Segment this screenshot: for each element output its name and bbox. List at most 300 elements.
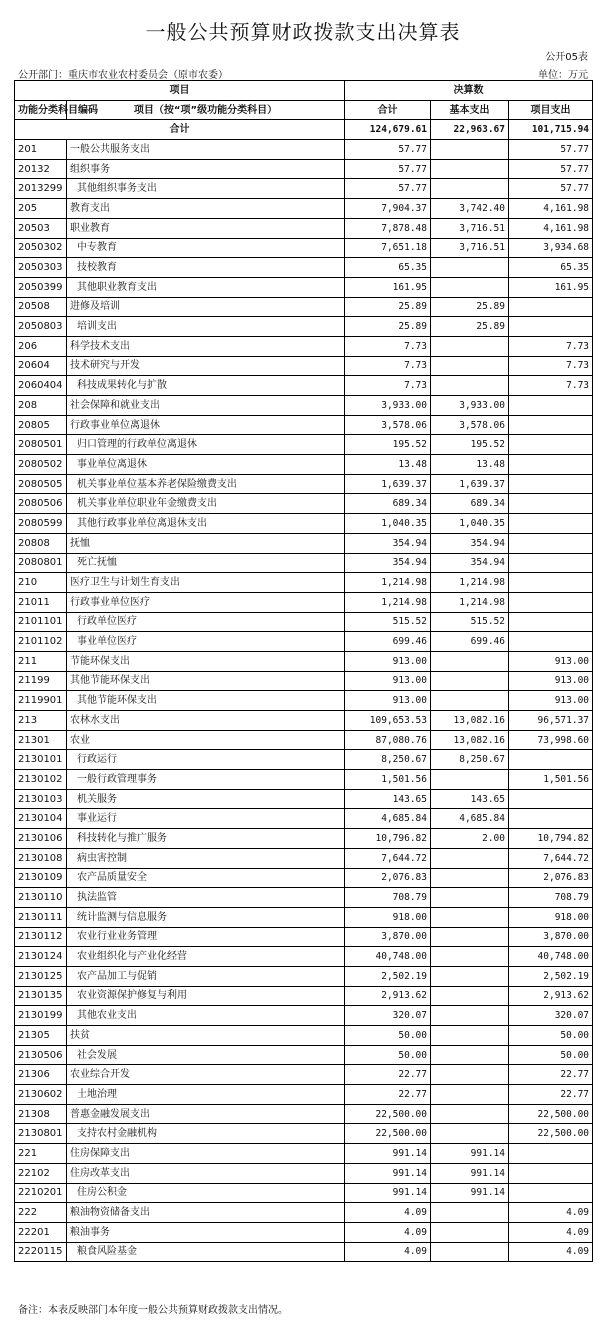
basic-cell	[431, 376, 509, 396]
table-row	[15, 474, 593, 494]
name-cell: 粮油物资储备支出	[67, 1203, 345, 1223]
code-cell: 21199	[15, 671, 67, 691]
table-row	[15, 396, 593, 416]
table-row	[15, 750, 593, 770]
basic-cell: 3,578.06	[431, 415, 509, 435]
project-cell: 918.00	[509, 907, 593, 927]
code-cell: 2130106	[15, 829, 67, 849]
code-cell: 21308	[15, 1104, 67, 1124]
project-cell	[509, 297, 593, 317]
name-cell: 其他职业教育支出	[67, 277, 345, 297]
basic-cell: 2.00	[431, 829, 509, 849]
table-row	[15, 514, 593, 534]
project-cell: 57.77	[509, 159, 593, 179]
total-cell: 354.94	[345, 553, 431, 573]
project-cell: 50.00	[509, 1026, 593, 1046]
name-cell: 其他节能环保支出	[67, 691, 345, 711]
project-cell: 7,644.72	[509, 848, 593, 868]
basic-cell	[431, 1222, 509, 1242]
total-cell: 913.00	[345, 651, 431, 671]
code-cell: 2050803	[15, 317, 67, 337]
project-cell: 7.73	[509, 336, 593, 356]
basic-cell: 1,040.35	[431, 514, 509, 534]
code-cell: 20132	[15, 159, 67, 179]
table-row	[15, 651, 593, 671]
name-cell: 统计监测与信息服务	[67, 907, 345, 927]
project-cell: 22,500.00	[509, 1104, 593, 1124]
name-cell: 其他农业支出	[67, 1006, 345, 1026]
basic-cell	[431, 1065, 509, 1085]
project-cell: 96,571.37	[509, 711, 593, 731]
name-cell: 一般行政管理事务	[67, 770, 345, 790]
form-number: 公开05表	[545, 52, 588, 63]
table-row	[15, 435, 593, 455]
code-cell: 21011	[15, 592, 67, 612]
project-cell: 50.00	[509, 1045, 593, 1065]
basic-cell: 991.14	[431, 1144, 509, 1164]
project-cell	[509, 474, 593, 494]
basic-cell: 25.89	[431, 297, 509, 317]
basic-cell	[431, 927, 509, 947]
project-cell: 4.09	[509, 1222, 593, 1242]
total-cell: 57.77	[345, 159, 431, 179]
code-cell: 206	[15, 336, 67, 356]
total-cell: 109,653.53	[345, 711, 431, 731]
header-name-column: 项目（按“项”级功能分类科目）	[67, 100, 345, 120]
name-cell: 行政事业单位医疗	[67, 592, 345, 612]
basic-cell	[431, 1045, 509, 1065]
code-cell: 2130110	[15, 888, 67, 908]
code-cell: 2119901	[15, 691, 67, 711]
document-title: 一般公共预算财政拨款支出决算表	[145, 20, 461, 44]
name-cell: 进修及培训	[67, 297, 345, 317]
project-cell: 57.77	[509, 140, 593, 160]
code-cell: 221	[15, 1144, 67, 1164]
code-cell: 2080506	[15, 494, 67, 514]
table-row	[15, 573, 593, 593]
total-cell: 2,502.19	[345, 966, 431, 986]
code-cell: 20503	[15, 218, 67, 238]
basic-cell	[431, 868, 509, 888]
name-cell: 社会保障和就业支出	[67, 396, 345, 416]
code-cell: 2013299	[15, 179, 67, 199]
project-cell: 7.73	[509, 376, 593, 396]
total-cell: 22,500.00	[345, 1104, 431, 1124]
total-cell: 991.14	[345, 1144, 431, 1164]
name-cell: 社会发展	[67, 1045, 345, 1065]
basic-cell	[431, 179, 509, 199]
basic-cell	[431, 1085, 509, 1105]
basic-cell: 1,214.98	[431, 592, 509, 612]
name-cell: 组织事务	[67, 159, 345, 179]
project-cell: 913.00	[509, 671, 593, 691]
basic-cell	[431, 966, 509, 986]
project-cell: 4.09	[509, 1203, 593, 1223]
project-cell	[509, 415, 593, 435]
total-cell: 7,651.18	[345, 238, 431, 258]
code-cell: 2130506	[15, 1045, 67, 1065]
table-row	[15, 789, 593, 809]
code-cell: 2220115	[15, 1242, 67, 1262]
basic-cell: 13.48	[431, 455, 509, 475]
total-cell: 8,250.67	[345, 750, 431, 770]
code-cell: 21306	[15, 1065, 67, 1085]
header-project-column: 项目支出	[509, 100, 593, 120]
name-cell: 支持农村金融机构	[67, 1124, 345, 1144]
table-body	[15, 120, 593, 1262]
total-cell: 699.46	[345, 632, 431, 652]
table-row	[15, 770, 593, 790]
basic-cell	[431, 140, 509, 160]
name-cell: 中专教育	[67, 238, 345, 258]
name-cell: 住房改革支出	[67, 1163, 345, 1183]
total-row	[15, 120, 593, 140]
project-cell: 2,502.19	[509, 966, 593, 986]
total-cell: 2,076.83	[345, 868, 431, 888]
code-cell: 20508	[15, 297, 67, 317]
table-row	[15, 1183, 593, 1203]
project-cell: 2,913.62	[509, 986, 593, 1006]
total-cell: 3,870.00	[345, 927, 431, 947]
total-cell: 708.79	[345, 888, 431, 908]
name-cell: 行政事业单位离退休	[67, 415, 345, 435]
table-row	[15, 415, 593, 435]
code-cell: 21301	[15, 730, 67, 750]
name-cell: 事业单位医疗	[67, 632, 345, 652]
name-cell: 农业行业业务管理	[67, 927, 345, 947]
basic-cell	[431, 907, 509, 927]
total-cell: 320.07	[345, 1006, 431, 1026]
total-cell: 1,214.98	[345, 573, 431, 593]
basic-cell	[431, 671, 509, 691]
code-cell: 208	[15, 396, 67, 416]
basic-cell	[431, 1242, 509, 1262]
code-cell: 213	[15, 711, 67, 731]
total-cell: 22,500.00	[345, 1124, 431, 1144]
name-cell: 机关事业单位基本养老保险缴费支出	[67, 474, 345, 494]
code-cell: 2080502	[15, 455, 67, 475]
basic-cell: 3,716.51	[431, 218, 509, 238]
header-total-column: 合计	[345, 100, 431, 120]
code-cell: 2080505	[15, 474, 67, 494]
department-label: 公开部门：重庆市农业农村委员会（原市农委）	[18, 70, 228, 81]
project-cell: 22.77	[509, 1065, 593, 1085]
table-row	[15, 336, 593, 356]
basic-cell: 699.46	[431, 632, 509, 652]
basic-cell	[431, 848, 509, 868]
table-row	[15, 671, 593, 691]
table-row	[15, 986, 593, 1006]
project-cell: 320.07	[509, 1006, 593, 1026]
basic-cell: 354.94	[431, 533, 509, 553]
table-row	[15, 711, 593, 731]
basic-cell: 354.94	[431, 553, 509, 573]
project-cell	[509, 592, 593, 612]
total-cell: 4.09	[345, 1242, 431, 1262]
table-row	[15, 1222, 593, 1242]
name-cell: 行政单位医疗	[67, 612, 345, 632]
total-cell: 3,578.06	[345, 415, 431, 435]
table-row	[15, 612, 593, 632]
name-cell: 技校教育	[67, 258, 345, 278]
total-cell: 7,904.37	[345, 199, 431, 219]
name-cell: 住房公积金	[67, 1183, 345, 1203]
table-row	[15, 907, 593, 927]
basic-cell: 689.34	[431, 494, 509, 514]
name-cell: 抚恤	[67, 533, 345, 553]
total-project: 101,715.94	[509, 120, 593, 140]
name-cell: 农业资源保护修复与利用	[67, 986, 345, 1006]
project-cell: 913.00	[509, 691, 593, 711]
name-cell: 扶贫	[67, 1026, 345, 1046]
name-cell: 农业	[67, 730, 345, 750]
basic-cell: 3,716.51	[431, 238, 509, 258]
total-label: 合计	[15, 120, 345, 140]
table-row	[15, 730, 593, 750]
total-cell: 7,644.72	[345, 848, 431, 868]
code-cell: 201	[15, 140, 67, 160]
total-cell: 25.89	[345, 317, 431, 337]
project-cell	[509, 809, 593, 829]
name-cell: 科学技术支出	[67, 336, 345, 356]
total-cell: 7.73	[345, 356, 431, 376]
name-cell: 医疗卫生与计划生育支出	[67, 573, 345, 593]
name-cell: 职业教育	[67, 218, 345, 238]
total-cell: 4.09	[345, 1222, 431, 1242]
project-cell: 10,794.82	[509, 829, 593, 849]
basic-cell: 13,082.16	[431, 711, 509, 731]
total-cell: 4,685.84	[345, 809, 431, 829]
total-cell: 913.00	[345, 691, 431, 711]
project-cell: 22.77	[509, 1085, 593, 1105]
name-cell: 粮食风险基金	[67, 1242, 345, 1262]
basic-cell: 13,082.16	[431, 730, 509, 750]
basic-cell	[431, 770, 509, 790]
code-cell: 2130125	[15, 966, 67, 986]
unit-label: 单位：万元	[538, 70, 588, 81]
total-cell: 918.00	[345, 907, 431, 927]
name-cell: 农林水支出	[67, 711, 345, 731]
table-row	[15, 1144, 593, 1164]
total-cell: 1,501.56	[345, 770, 431, 790]
name-cell: 病虫害控制	[67, 848, 345, 868]
table-row	[15, 317, 593, 337]
basic-cell	[431, 947, 509, 967]
table-row	[15, 927, 593, 947]
basic-cell	[431, 1026, 509, 1046]
code-cell: 2060404	[15, 376, 67, 396]
table-row	[15, 1006, 593, 1026]
footnote: 备注：本表反映部门本年度一般公共预算财政拨款支出情况。	[18, 1305, 288, 1316]
total-cell: 689.34	[345, 494, 431, 514]
basic-cell: 1,639.37	[431, 474, 509, 494]
code-cell: 211	[15, 651, 67, 671]
total-cell: 354.94	[345, 533, 431, 553]
basic-cell	[431, 691, 509, 711]
basic-cell	[431, 986, 509, 1006]
code-cell: 2080501	[15, 435, 67, 455]
table-row	[15, 1124, 593, 1144]
total-cell: 22.77	[345, 1085, 431, 1105]
name-cell: 住房保障支出	[67, 1144, 345, 1164]
basic-cell	[431, 356, 509, 376]
table-row	[15, 691, 593, 711]
total-basic: 22,963.67	[431, 120, 509, 140]
total-cell: 10,796.82	[345, 829, 431, 849]
table-row	[15, 277, 593, 297]
basic-cell	[431, 258, 509, 278]
header-settlement: 决算数	[345, 81, 593, 101]
project-cell: 161.95	[509, 277, 593, 297]
name-cell: 科技成果转化与扩散	[67, 376, 345, 396]
project-cell	[509, 494, 593, 514]
basic-cell	[431, 277, 509, 297]
total-cell: 40,748.00	[345, 947, 431, 967]
table-row	[15, 1085, 593, 1105]
code-cell: 2130103	[15, 789, 67, 809]
total-cell: 50.00	[345, 1045, 431, 1065]
expenditure-table	[14, 80, 593, 1262]
project-cell	[509, 317, 593, 337]
total-cell: 87,080.76	[345, 730, 431, 750]
table-row	[15, 947, 593, 967]
table-row	[15, 592, 593, 612]
basic-cell: 1,214.98	[431, 573, 509, 593]
basic-cell: 8,250.67	[431, 750, 509, 770]
table-row	[15, 888, 593, 908]
name-cell: 科技转化与推广服务	[67, 829, 345, 849]
project-cell	[509, 396, 593, 416]
name-cell: 技术研究与开发	[67, 356, 345, 376]
project-cell: 65.35	[509, 258, 593, 278]
basic-cell	[431, 1203, 509, 1223]
code-cell: 222	[15, 1203, 67, 1223]
table-row	[15, 848, 593, 868]
table-row	[15, 1242, 593, 1262]
name-cell: 教育支出	[67, 199, 345, 219]
code-cell: 2130104	[15, 809, 67, 829]
code-cell: 205	[15, 199, 67, 219]
total-cell: 7,878.48	[345, 218, 431, 238]
code-cell: 210	[15, 573, 67, 593]
code-cell: 2130124	[15, 947, 67, 967]
basic-cell: 4,685.84	[431, 809, 509, 829]
table-row	[15, 1045, 593, 1065]
table-row	[15, 1104, 593, 1124]
table-row	[15, 218, 593, 238]
name-cell: 粮油事务	[67, 1222, 345, 1242]
table-row	[15, 494, 593, 514]
total-cell: 3,933.00	[345, 396, 431, 416]
code-cell: 2080801	[15, 553, 67, 573]
project-cell	[509, 553, 593, 573]
project-cell	[509, 750, 593, 770]
basic-cell	[431, 159, 509, 179]
name-cell: 农业综合开发	[67, 1065, 345, 1085]
code-cell: 2130111	[15, 907, 67, 927]
name-cell: 归口管理的行政单位离退休	[67, 435, 345, 455]
table-row	[15, 809, 593, 829]
table-row	[15, 356, 593, 376]
project-cell	[509, 1163, 593, 1183]
code-cell: 2050303	[15, 258, 67, 278]
name-cell: 普惠金融发展支出	[67, 1104, 345, 1124]
table-row	[15, 1026, 593, 1046]
header-basic-column: 基本支出	[431, 100, 509, 120]
project-cell: 3,934.68	[509, 238, 593, 258]
table-row	[15, 553, 593, 573]
header-project: 项目	[15, 81, 345, 101]
code-cell: 2130108	[15, 848, 67, 868]
name-cell: 其他组织事务支出	[67, 179, 345, 199]
table-row	[15, 140, 593, 160]
total-cell: 7.73	[345, 336, 431, 356]
code-cell: 2130101	[15, 750, 67, 770]
basic-cell	[431, 1124, 509, 1144]
name-cell: 机关服务	[67, 789, 345, 809]
basic-cell: 991.14	[431, 1183, 509, 1203]
project-cell	[509, 789, 593, 809]
table-row	[15, 238, 593, 258]
project-cell: 708.79	[509, 888, 593, 908]
project-cell: 913.00	[509, 651, 593, 671]
table-row	[15, 376, 593, 396]
total-cell: 4.09	[345, 1203, 431, 1223]
total-cell: 991.14	[345, 1163, 431, 1183]
basic-cell: 3,933.00	[431, 396, 509, 416]
total-cell: 515.52	[345, 612, 431, 632]
project-cell	[509, 435, 593, 455]
total-cell: 57.77	[345, 140, 431, 160]
code-cell: 2130112	[15, 927, 67, 947]
table-row	[15, 297, 593, 317]
code-cell: 2130109	[15, 868, 67, 888]
basic-cell: 3,742.40	[431, 199, 509, 219]
total-cell: 50.00	[345, 1026, 431, 1046]
basic-cell	[431, 1006, 509, 1026]
table-row	[15, 829, 593, 849]
code-cell: 2130102	[15, 770, 67, 790]
basic-cell: 515.52	[431, 612, 509, 632]
code-cell: 2210201	[15, 1183, 67, 1203]
table-row	[15, 179, 593, 199]
code-cell: 20604	[15, 356, 67, 376]
project-cell: 4,161.98	[509, 199, 593, 219]
code-cell: 22102	[15, 1163, 67, 1183]
total-cell: 1,040.35	[345, 514, 431, 534]
table-row	[15, 632, 593, 652]
name-cell: 事业单位离退休	[67, 455, 345, 475]
total-amount: 124,679.61	[345, 120, 431, 140]
table-row	[15, 159, 593, 179]
total-cell: 143.65	[345, 789, 431, 809]
total-cell: 25.89	[345, 297, 431, 317]
project-cell	[509, 533, 593, 553]
table-row	[15, 1203, 593, 1223]
project-cell: 1,501.56	[509, 770, 593, 790]
project-cell: 73,998.60	[509, 730, 593, 750]
code-cell: 21305	[15, 1026, 67, 1046]
project-cell	[509, 1144, 593, 1164]
table-row	[15, 533, 593, 553]
code-cell: 2101102	[15, 632, 67, 652]
basic-cell: 25.89	[431, 317, 509, 337]
code-cell: 2050302	[15, 238, 67, 258]
basic-cell: 991.14	[431, 1163, 509, 1183]
code-cell: 2130199	[15, 1006, 67, 1026]
total-cell: 57.77	[345, 179, 431, 199]
code-cell: 2130801	[15, 1124, 67, 1144]
